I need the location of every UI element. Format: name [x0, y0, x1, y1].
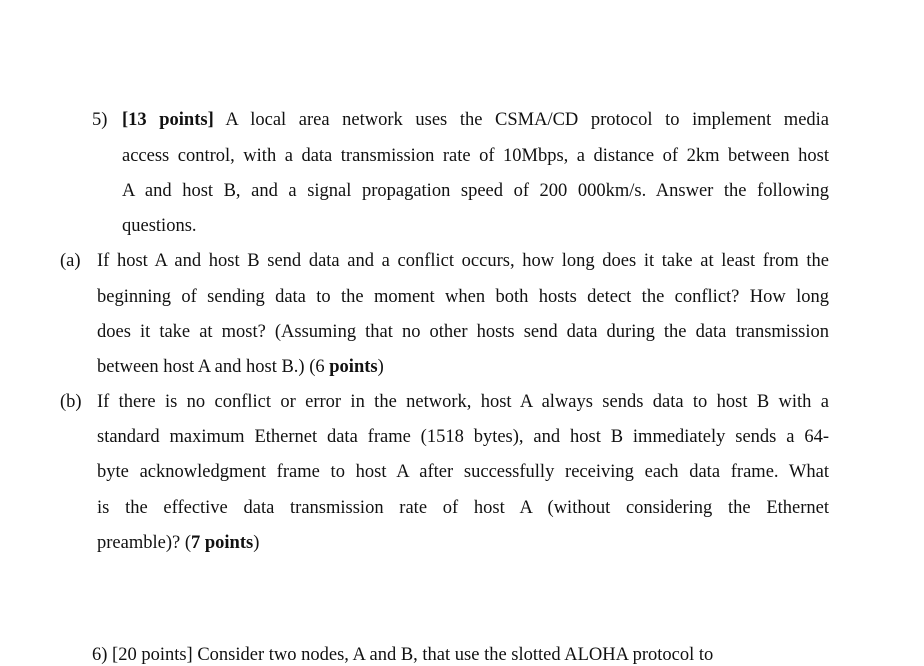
next-question-partial: 6) [20 points] Consider two nodes, A and B, that use the slotted ALOHA protocol to — [92, 645, 714, 665]
part-b-points: 7 points — [190, 533, 254, 553]
part-a-line-4-end: ) — [377, 357, 384, 377]
part-b-line-5-text: preamble)? ( — [97, 533, 191, 553]
part-a-line-2: beginning of sending data to the moment when both hosts detect the conflict? How long — [97, 287, 829, 307]
part-a-label: (a) — [60, 251, 81, 271]
part-b-line-5 — [97, 532, 259, 554]
part-b-line-4: is the effective data transmission rate of host A (without considering the Ethernet — [97, 498, 829, 518]
part-b-line-2: standard maximum Ethernet data frame (1518 bytes), and host B immediately sends a 64- — [97, 427, 829, 447]
part-b-line-5-end: ) — [253, 533, 260, 553]
part-a-points-word: points — [329, 357, 378, 377]
question-line-4: questions. — [122, 216, 197, 236]
part-a-line-4 — [97, 356, 384, 378]
question-line-1-text: A local area network uses the CSMA/CD protocol to implement media — [213, 110, 830, 130]
question-line-2: access control, with a data transmission rate of 10Mbps, a distance of 2km between host — [122, 146, 829, 166]
part-b-label: (b) — [60, 392, 82, 412]
part-b-line-3: byte acknowledgment frame to host A after successfully receiving each data frame. What — [97, 462, 829, 482]
question-points: [13 points] — [122, 110, 214, 130]
question-line-3: A and host B, and a signal propagation speed of 200 000km/s. Answer the following — [122, 181, 829, 201]
part-a-line-3: does it take at most? (Assuming that no other hosts send data during the data transmission — [97, 322, 829, 342]
part-a-line-4-text: between host A and host B.) (6 — [97, 357, 330, 377]
question-number: 5) — [92, 110, 108, 130]
question-line-1 — [122, 109, 829, 131]
part-a-line-1: If host A and host B send data and a conflict occurs, how long does it take at least from the — [97, 251, 829, 271]
part-b-line-1: If there is no conflict or error in the network, host A always sends data to host B with a — [97, 392, 829, 412]
